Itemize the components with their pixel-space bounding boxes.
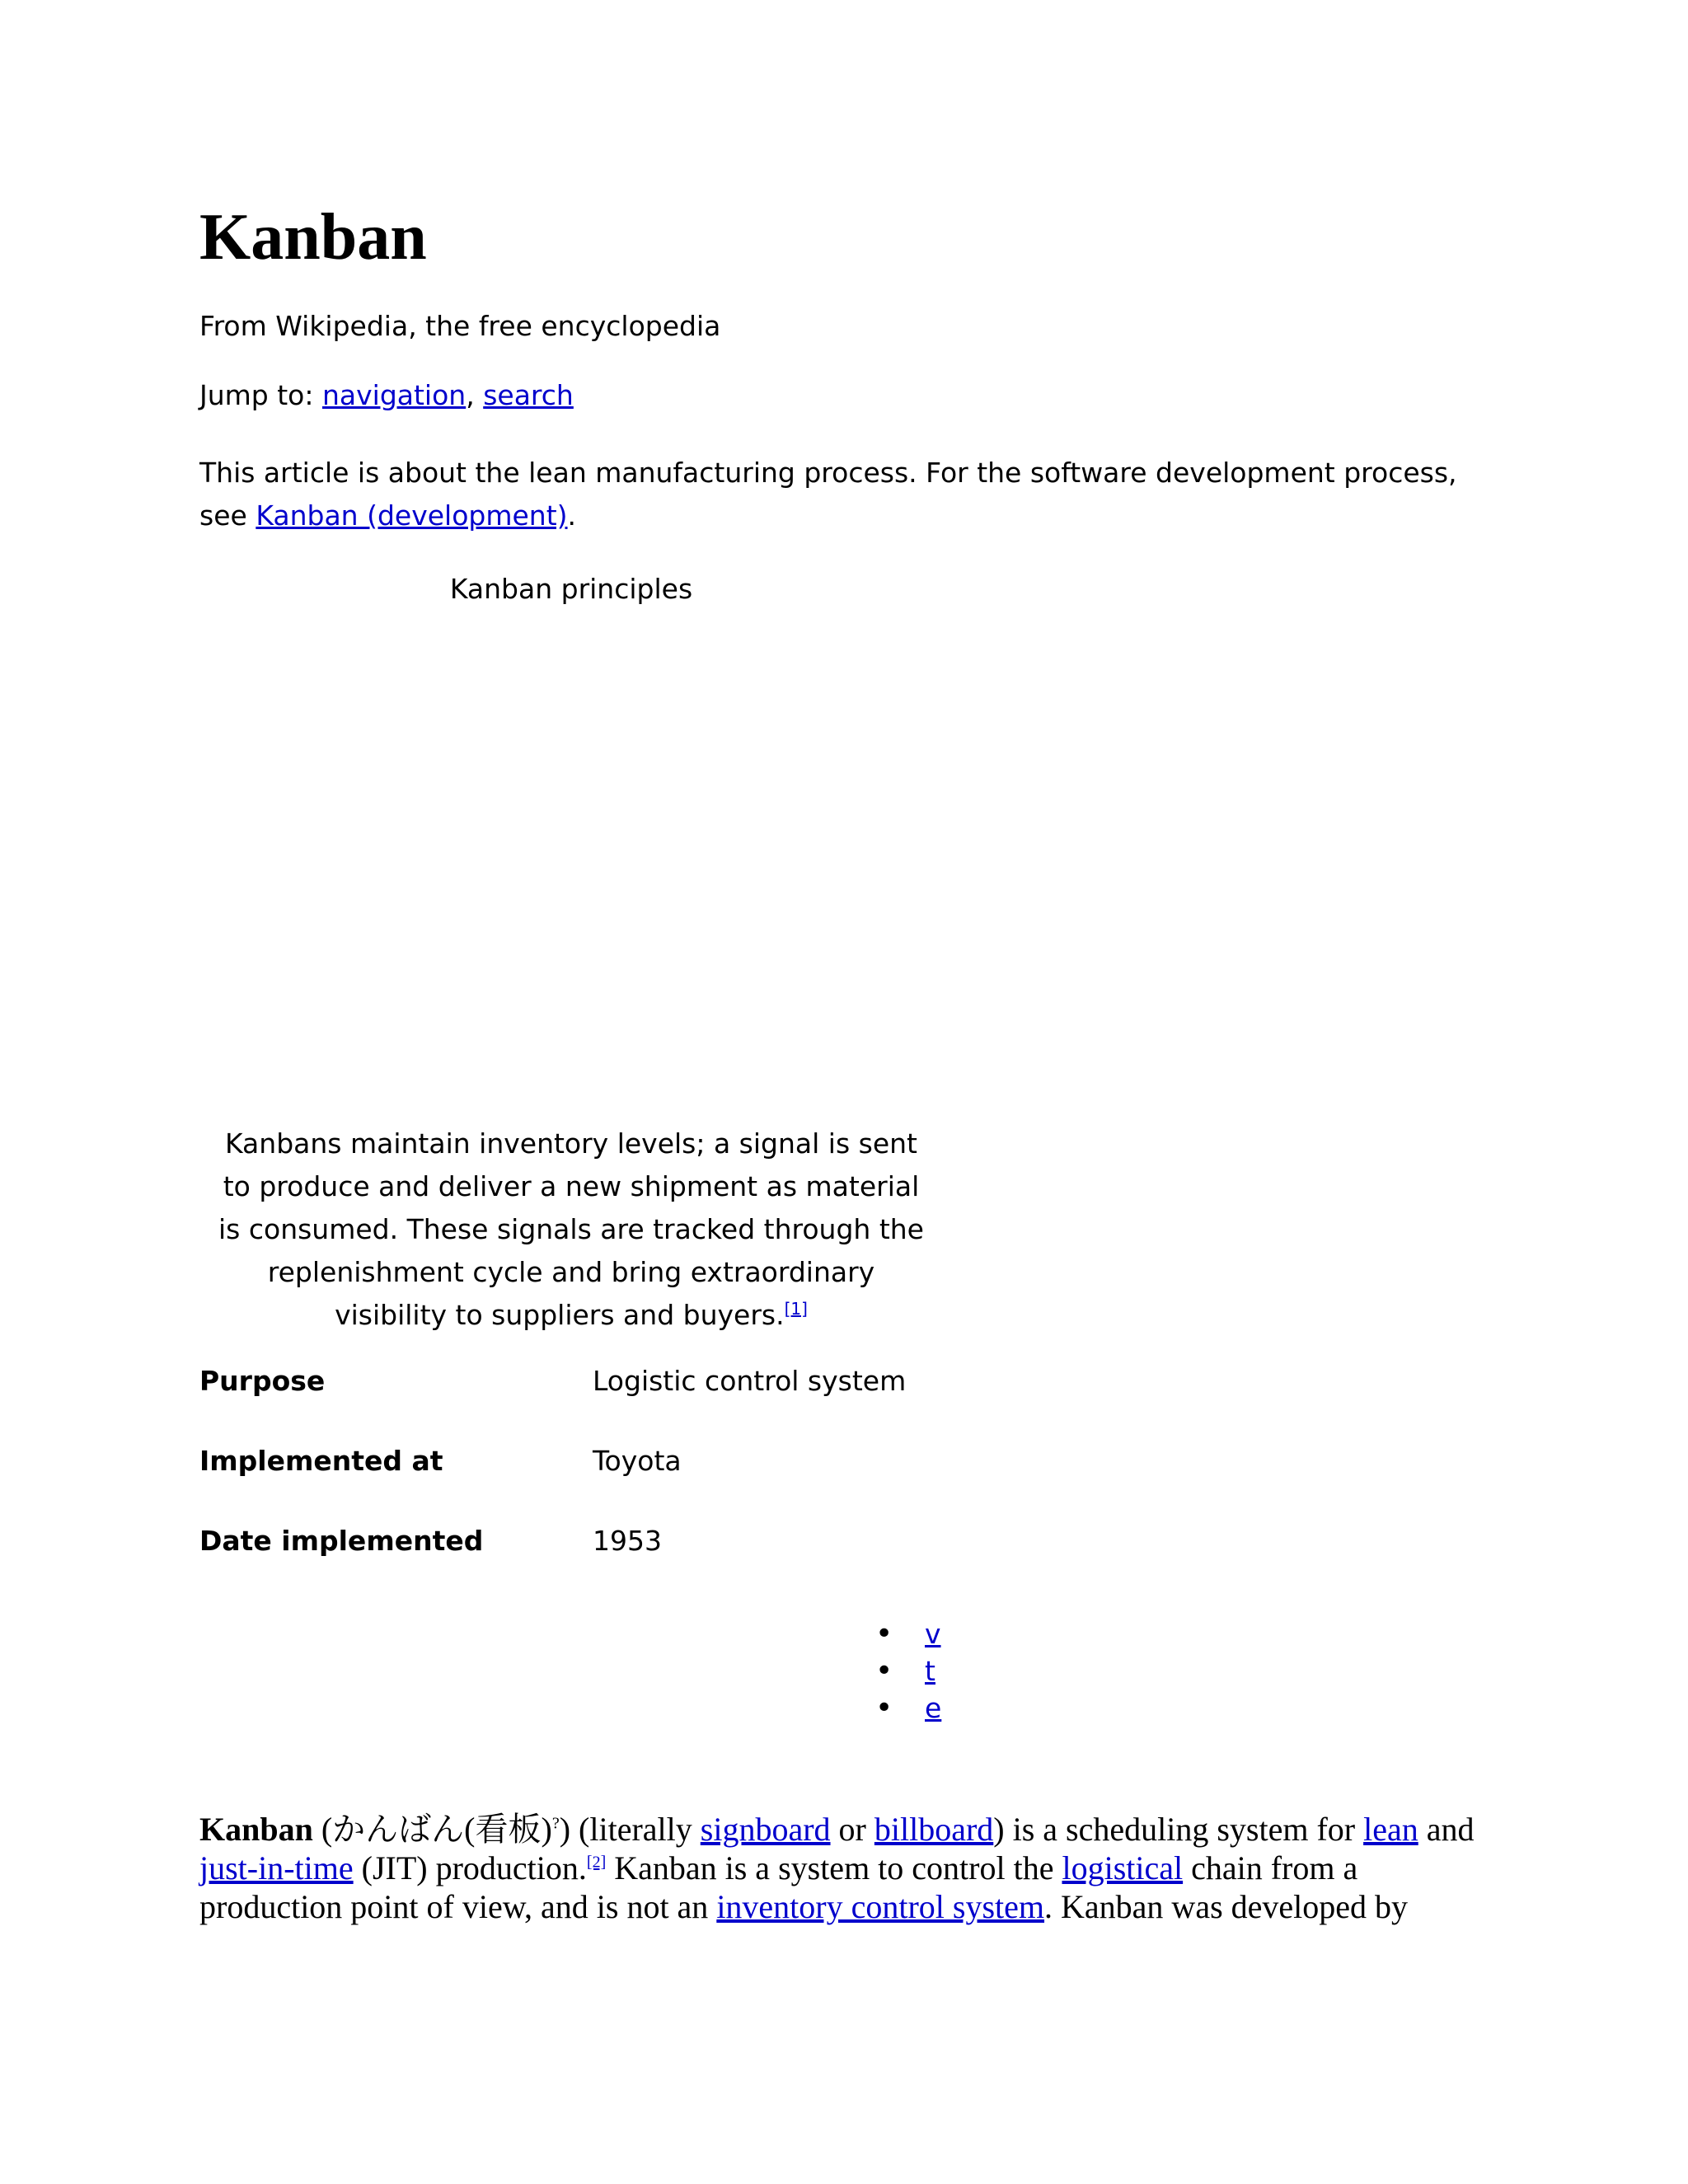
lean-link[interactable]: lean: [1363, 1811, 1418, 1848]
billboard-link[interactable]: billboard: [874, 1811, 994, 1848]
view-template-link[interactable]: v: [925, 1618, 941, 1650]
hatnote-link[interactable]: Kanban (development): [256, 499, 568, 532]
row-label: Date implemented: [199, 1525, 484, 1557]
talk-template-link[interactable]: t: [925, 1655, 935, 1687]
hatnote: [199, 452, 1485, 537]
lead-text: Kanban is a system to control the: [606, 1849, 1062, 1886]
page-title: Kanban: [199, 201, 427, 274]
edit-template-link[interactable]: e: [925, 1692, 942, 1724]
vte-item: [875, 1652, 941, 1690]
lead-text: (JIT) production.: [353, 1849, 587, 1886]
lead-text: ) is a scheduling system for: [993, 1811, 1364, 1848]
jump-to-label: Jump to:: [199, 379, 314, 411]
lead-term: Kanban: [199, 1811, 313, 1848]
hatnote-end: .: [567, 499, 577, 532]
lead-paragraph: [199, 1810, 1485, 1926]
vte-links: [875, 1615, 941, 1727]
row-value: Toyota: [593, 1445, 682, 1477]
inventory-control-system-link[interactable]: inventory control system: [716, 1888, 1045, 1925]
ref-2-link[interactable]: [2]: [586, 1853, 607, 1872]
vte-item: [875, 1615, 941, 1652]
lead-text: ) (literally: [559, 1811, 701, 1848]
infobox-title: Kanban principles: [449, 573, 693, 605]
lead-text: . Kanban was developed by: [1044, 1888, 1409, 1925]
lead-text: or: [830, 1811, 874, 1848]
just-in-time-link[interactable]: just-in-time: [199, 1849, 354, 1886]
row-label: Purpose: [199, 1365, 326, 1397]
row-value: Logistic control system: [593, 1365, 907, 1397]
hatnote-text: This article is about the lean manufacturing process. For the software development process, see: [199, 457, 1457, 532]
infobox-image: [199, 626, 943, 1104]
ipa-mark: ?: [551, 1814, 560, 1833]
lead-text: (かんばん(看板): [312, 1811, 552, 1848]
jump-navigation-link[interactable]: navigation: [321, 379, 467, 411]
infobox-caption: [216, 1122, 926, 1337]
logistical-link[interactable]: logistical: [1062, 1849, 1184, 1886]
row-value: 1953: [593, 1525, 662, 1557]
signboard-link[interactable]: signboard: [700, 1811, 831, 1848]
caption-ref-link[interactable]: [1]: [784, 1299, 808, 1319]
lead-text: and: [1418, 1811, 1475, 1848]
jump-comma: ,: [466, 379, 475, 411]
caption-text: Kanbans maintain inventory levels; a signal is sent to produce and deliver a new shipment as material is consumed. These signals are tracked through the replenishment cycle and bring extraordinary visibility to suppliers and buyers.: [218, 1127, 924, 1331]
tagline: From Wikipedia, the free encyclopedia: [199, 310, 721, 342]
jump-search-link[interactable]: search: [483, 379, 574, 411]
lead-text: chain from a production point of view, and is not an: [199, 1849, 1358, 1925]
row-label: Implemented at: [199, 1445, 443, 1477]
jump-to: [199, 379, 574, 411]
vte-item: [875, 1690, 941, 1727]
